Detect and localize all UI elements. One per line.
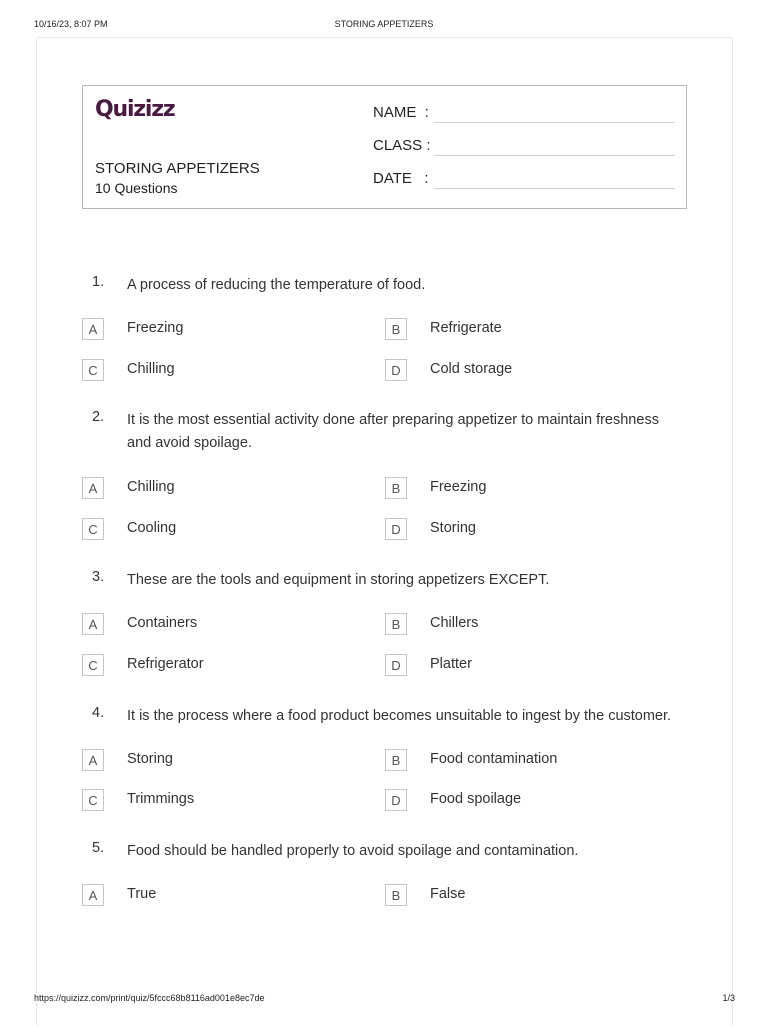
question-text: It is the process where a food product becomes unsuitable to ingest by the customer. bbox=[127, 708, 672, 724]
option-text: Food spoilage bbox=[430, 791, 522, 807]
date-line bbox=[434, 188, 675, 189]
question-text: A process of reducing the temperature of food. bbox=[127, 277, 426, 293]
question-number: 2. bbox=[92, 409, 105, 425]
page-number: 1/3 bbox=[722, 993, 735, 1003]
option-letter: B bbox=[385, 613, 407, 635]
question-number: 1. bbox=[92, 274, 105, 290]
question-number: 3. bbox=[92, 569, 105, 585]
option-text: Containers bbox=[127, 615, 198, 631]
option-letter: D bbox=[385, 518, 407, 540]
print-header bbox=[0, 19, 768, 31]
print-title: STORING APPETIZERS bbox=[334, 19, 434, 29]
option-text: True bbox=[127, 886, 157, 902]
option-text: False bbox=[430, 886, 466, 902]
option-letter: A bbox=[82, 884, 104, 906]
option-text: Chillers bbox=[430, 615, 479, 631]
class-line bbox=[434, 155, 675, 156]
question-number: 5. bbox=[92, 840, 105, 856]
option-letter: D bbox=[385, 359, 407, 381]
option-letter: B bbox=[385, 477, 407, 499]
option-letter: B bbox=[385, 884, 407, 906]
quizizz-logo-icon bbox=[95, 93, 185, 123]
option-letter: C bbox=[82, 654, 104, 676]
option-text: Refrigerate bbox=[430, 320, 502, 336]
option-text: Trimmings bbox=[127, 791, 195, 807]
option-text: Refrigerator bbox=[127, 656, 204, 672]
option-text: Food contamination bbox=[430, 751, 558, 767]
option-letter: A bbox=[82, 477, 104, 499]
option-letter: C bbox=[82, 518, 104, 540]
quiz-title: STORING APPETIZERS bbox=[95, 160, 260, 177]
print-url: https://quizizz.com/print/quiz/5fccc68b8116ad001e8ec7de bbox=[34, 993, 265, 1003]
option-text: Freezing bbox=[127, 320, 184, 336]
name-label: NAME : bbox=[373, 104, 429, 121]
class-label: CLASS : bbox=[373, 137, 431, 154]
option-letter: D bbox=[385, 789, 407, 811]
option-text: Cooling bbox=[127, 520, 177, 536]
date-label: DATE : bbox=[373, 170, 429, 187]
option-letter: B bbox=[385, 318, 407, 340]
option-text: Freezing bbox=[430, 479, 487, 495]
print-date: 10/16/23, 8:07 PM bbox=[34, 19, 108, 29]
option-text: Chilling bbox=[127, 479, 175, 495]
option-letter: A bbox=[82, 318, 104, 340]
quiz-header-box bbox=[82, 85, 687, 209]
question-text: These are the tools and equipment in storing appetizers EXCEPT. bbox=[127, 572, 550, 588]
question-count: 10 Questions bbox=[95, 180, 178, 196]
option-text: Chilling bbox=[127, 361, 175, 377]
quizizz-logo bbox=[95, 93, 185, 123]
option-text: Cold storage bbox=[430, 361, 513, 377]
option-text: Storing bbox=[127, 751, 173, 767]
option-letter: A bbox=[82, 613, 104, 635]
option-letter: B bbox=[385, 749, 407, 771]
question-text: Food should be handled properly to avoid spoilage and contamination. bbox=[127, 843, 579, 859]
option-letter: D bbox=[385, 654, 407, 676]
question-text: It is the most essential activity done after preparing appetizer to maintain freshness and avoid spoilage. bbox=[127, 412, 659, 451]
question-number: 4. bbox=[92, 705, 105, 721]
option-text: Storing bbox=[430, 520, 476, 536]
option-letter: A bbox=[82, 749, 104, 771]
name-line bbox=[434, 122, 675, 123]
svg-text:Quizizz: Quizizz bbox=[95, 97, 175, 122]
option-text: Platter bbox=[430, 656, 472, 672]
option-letter: C bbox=[82, 789, 104, 811]
option-letter: C bbox=[82, 359, 104, 381]
